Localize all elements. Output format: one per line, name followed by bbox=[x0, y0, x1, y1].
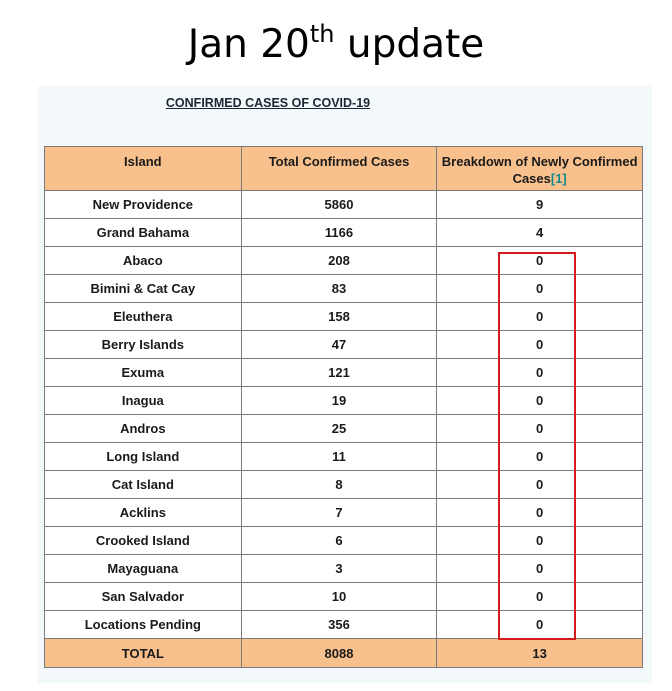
new-cases-cell: 0 bbox=[437, 471, 643, 499]
total-cell: 25 bbox=[241, 415, 437, 443]
new-cases-cell: 0 bbox=[437, 331, 643, 359]
header-breakdown bbox=[437, 147, 643, 191]
island-cell: Berry Islands bbox=[45, 331, 242, 359]
table-row bbox=[45, 387, 643, 415]
total-cell: 356 bbox=[241, 611, 437, 639]
new-cases-cell: 0 bbox=[437, 527, 643, 555]
total-row bbox=[45, 639, 643, 668]
header-row bbox=[45, 147, 643, 191]
total-cell: 19 bbox=[241, 387, 437, 415]
island-cell: Exuma bbox=[45, 359, 242, 387]
confirmed-cases-table bbox=[44, 146, 643, 668]
slide-title bbox=[0, 22, 672, 69]
table-row bbox=[45, 443, 643, 471]
total-cell: 121 bbox=[241, 359, 437, 387]
total-cell: 83 bbox=[241, 275, 437, 303]
header-breakdown-label: Breakdown of Newly Confirmed Cases bbox=[441, 154, 638, 186]
header-island: Island bbox=[45, 147, 242, 191]
table-row bbox=[45, 359, 643, 387]
new-cases-cell: 0 bbox=[437, 359, 643, 387]
total-new: 13 bbox=[437, 639, 643, 668]
table-row bbox=[45, 191, 643, 219]
table-row bbox=[45, 555, 643, 583]
island-cell: San Salvador bbox=[45, 583, 242, 611]
table-row bbox=[45, 303, 643, 331]
island-cell: Acklins bbox=[45, 499, 242, 527]
total-cell: 158 bbox=[241, 303, 437, 331]
total-cell: 7 bbox=[241, 499, 437, 527]
total-cell: 5860 bbox=[241, 191, 437, 219]
table-row bbox=[45, 583, 643, 611]
total-label: TOTAL bbox=[45, 639, 242, 668]
island-cell: New Providence bbox=[45, 191, 242, 219]
new-cases-cell: 0 bbox=[437, 415, 643, 443]
island-cell: Bimini & Cat Cay bbox=[45, 275, 242, 303]
new-cases-cell: 4 bbox=[437, 219, 643, 247]
new-cases-cell: 0 bbox=[437, 387, 643, 415]
title-suffix: update bbox=[334, 22, 485, 67]
total-cell: 208 bbox=[241, 247, 437, 275]
new-cases-cell: 0 bbox=[437, 247, 643, 275]
table-row bbox=[45, 219, 643, 247]
table-row bbox=[45, 331, 643, 359]
island-cell: Eleuthera bbox=[45, 303, 242, 331]
new-cases-cell: 0 bbox=[437, 583, 643, 611]
total-cell: 3 bbox=[241, 555, 437, 583]
island-cell: Grand Bahama bbox=[45, 219, 242, 247]
table-row bbox=[45, 247, 643, 275]
title-superscript: th bbox=[309, 20, 335, 48]
new-cases-cell: 0 bbox=[437, 611, 643, 639]
table-row bbox=[45, 499, 643, 527]
table-row bbox=[45, 527, 643, 555]
new-cases-cell: 0 bbox=[437, 275, 643, 303]
total-confirmed: 8088 bbox=[241, 639, 437, 668]
total-cell: 11 bbox=[241, 443, 437, 471]
island-cell: Crooked Island bbox=[45, 527, 242, 555]
table-row bbox=[45, 415, 643, 443]
total-cell: 6 bbox=[241, 527, 437, 555]
total-cell: 47 bbox=[241, 331, 437, 359]
table-row bbox=[45, 471, 643, 499]
new-cases-cell: 0 bbox=[437, 443, 643, 471]
island-cell: Inagua bbox=[45, 387, 242, 415]
table-row bbox=[45, 611, 643, 639]
title-main: Jan 20 bbox=[187, 22, 310, 67]
total-cell: 8 bbox=[241, 471, 437, 499]
new-cases-cell: 0 bbox=[437, 499, 643, 527]
island-cell: Cat Island bbox=[45, 471, 242, 499]
table-row bbox=[45, 275, 643, 303]
island-cell: Mayaguana bbox=[45, 555, 242, 583]
island-cell: Abaco bbox=[45, 247, 242, 275]
new-cases-cell: 9 bbox=[437, 191, 643, 219]
island-cell: Long Island bbox=[45, 443, 242, 471]
island-cell: Locations Pending bbox=[45, 611, 242, 639]
footnote-link[interactable]: [1] bbox=[550, 171, 567, 186]
total-cell: 10 bbox=[241, 583, 437, 611]
new-cases-cell: 0 bbox=[437, 303, 643, 331]
header-total-confirmed: Total Confirmed Cases bbox=[241, 147, 437, 191]
total-cell: 1166 bbox=[241, 219, 437, 247]
table-caption: CONFIRMED CASES OF COVID-19 bbox=[165, 96, 371, 110]
new-cases-cell: 0 bbox=[437, 555, 643, 583]
island-cell: Andros bbox=[45, 415, 242, 443]
